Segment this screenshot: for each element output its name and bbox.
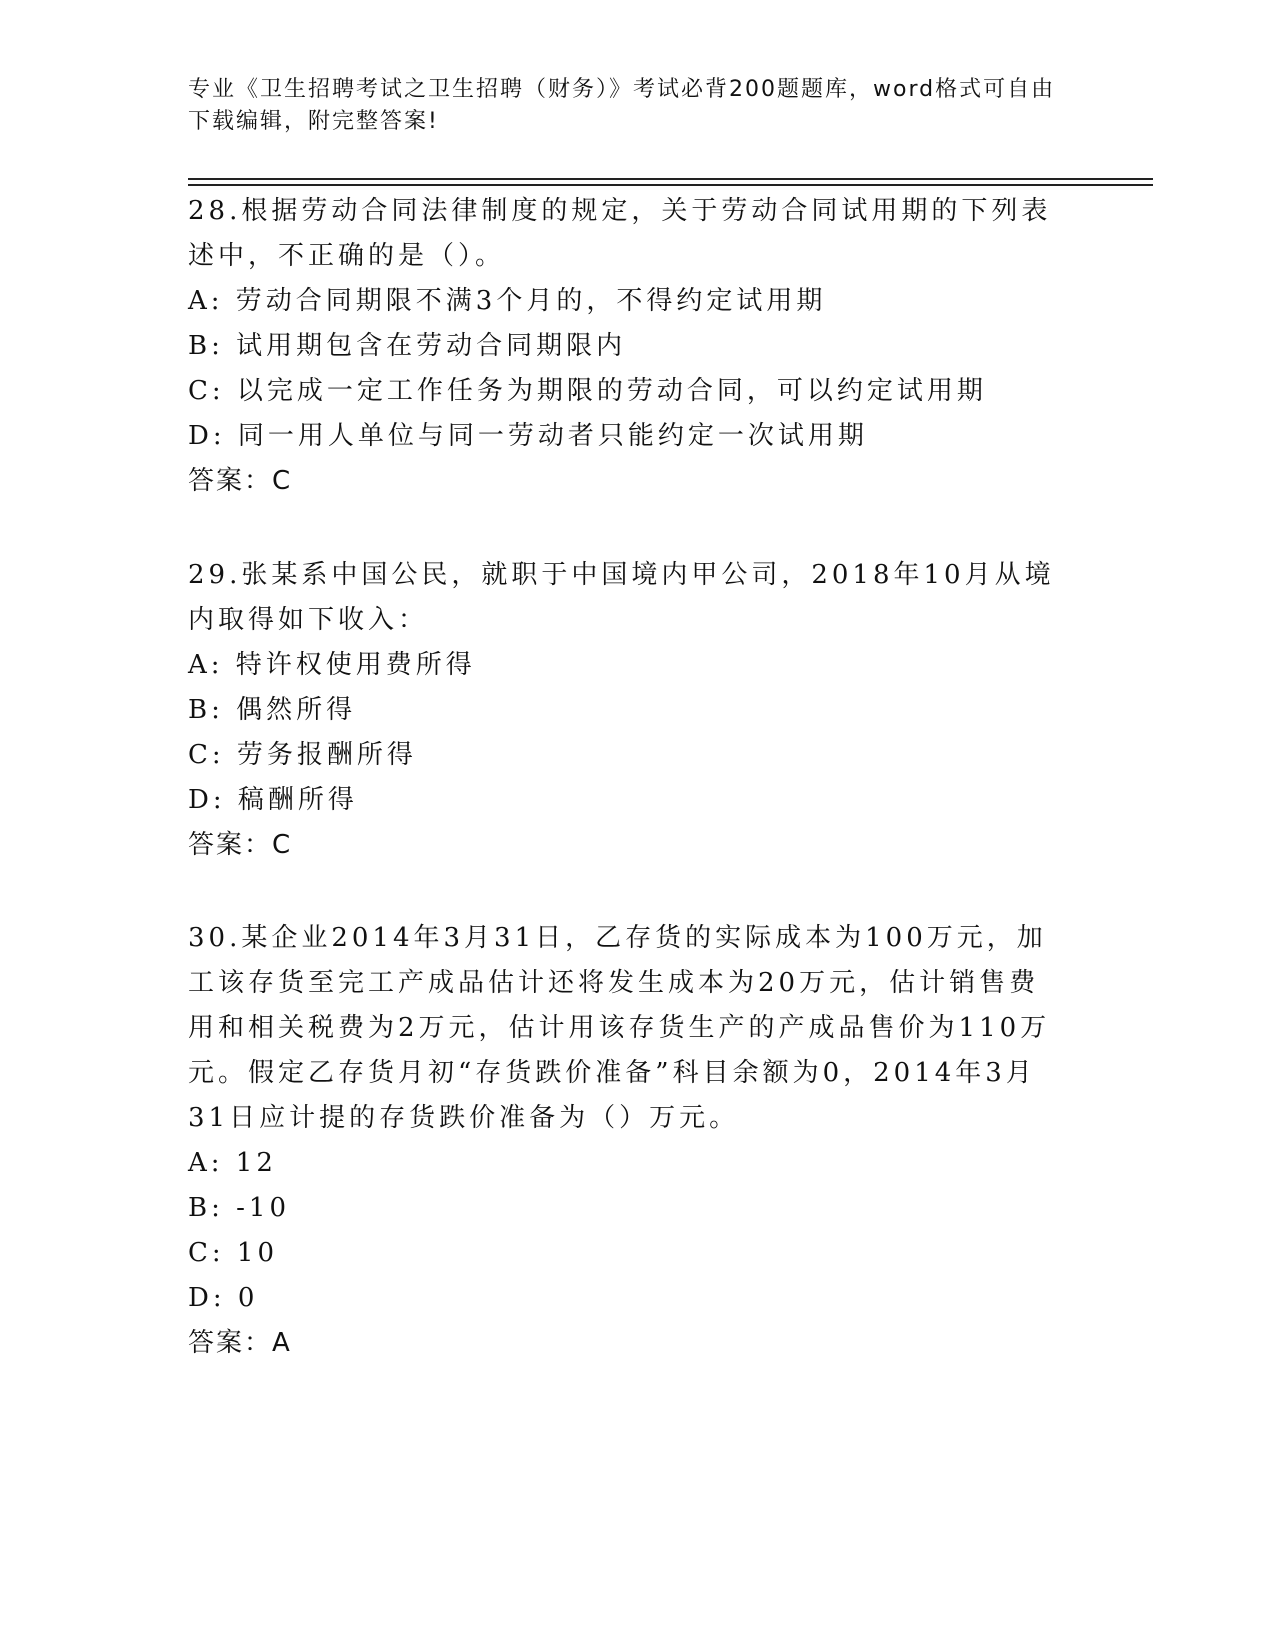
option-b: B: -10 — [188, 1193, 290, 1223]
option-c: C: 以完成一定工作任务为期限的劳动合同，可以约定试用期 — [188, 376, 987, 406]
answer: 答案：A — [188, 1328, 292, 1358]
option-b: B: 偶然所得 — [188, 695, 357, 725]
question-30 — [188, 916, 1068, 1366]
option-c: C: 劳务报酬所得 — [188, 740, 417, 770]
question-stem: 30.某企业2014年3月31日，乙存货的实际成本为100万元，加工该存货至完工产成品估计还将发生成本为20万元，估计销售费用和相关税费为2万元，估计用该存货生产的产成品售价为110万元。假定乙存货月初“存货跌价准备”科目余额为0，2014年3月31日应计提的存货跌价准备为（）万元。 — [188, 923, 1051, 1133]
option-a: A: 劳动合同期限不满3个月的，不得约定试用期 — [188, 286, 827, 316]
question-28 — [188, 189, 1068, 504]
question-29 — [188, 553, 1068, 868]
option-b: B: 试用期包含在劳动合同期限内 — [188, 331, 627, 361]
document-intro: 专业《卫生招聘考试之卫生招聘（财务）》考试必背200题题库，word格式可自由下载编辑，附完整答案! — [188, 77, 1056, 134]
option-d: D: 0 — [188, 1283, 259, 1313]
option-a: A: 12 — [188, 1148, 277, 1178]
option-d: D: 同一用人单位与同一劳动者只能约定一次试用期 — [188, 421, 868, 451]
option-c: C: 10 — [188, 1238, 279, 1268]
option-d: D: 稿酬所得 — [188, 785, 358, 815]
question-stem: 28.根据劳动合同法律制度的规定，关于劳动合同试用期的下列表述中，不正确的是（）。 — [188, 196, 1052, 271]
answer: 答案：C — [188, 830, 293, 860]
option-a: A: 特许权使用费所得 — [188, 650, 476, 680]
header-divider-bottom — [188, 184, 1153, 186]
answer: 答案：C — [188, 466, 293, 496]
header-divider-top — [188, 178, 1153, 180]
question-stem: 29.张某系中国公民，就职于中国境内甲公司，2018年10月从境内取得如下收入： — [188, 560, 1055, 635]
